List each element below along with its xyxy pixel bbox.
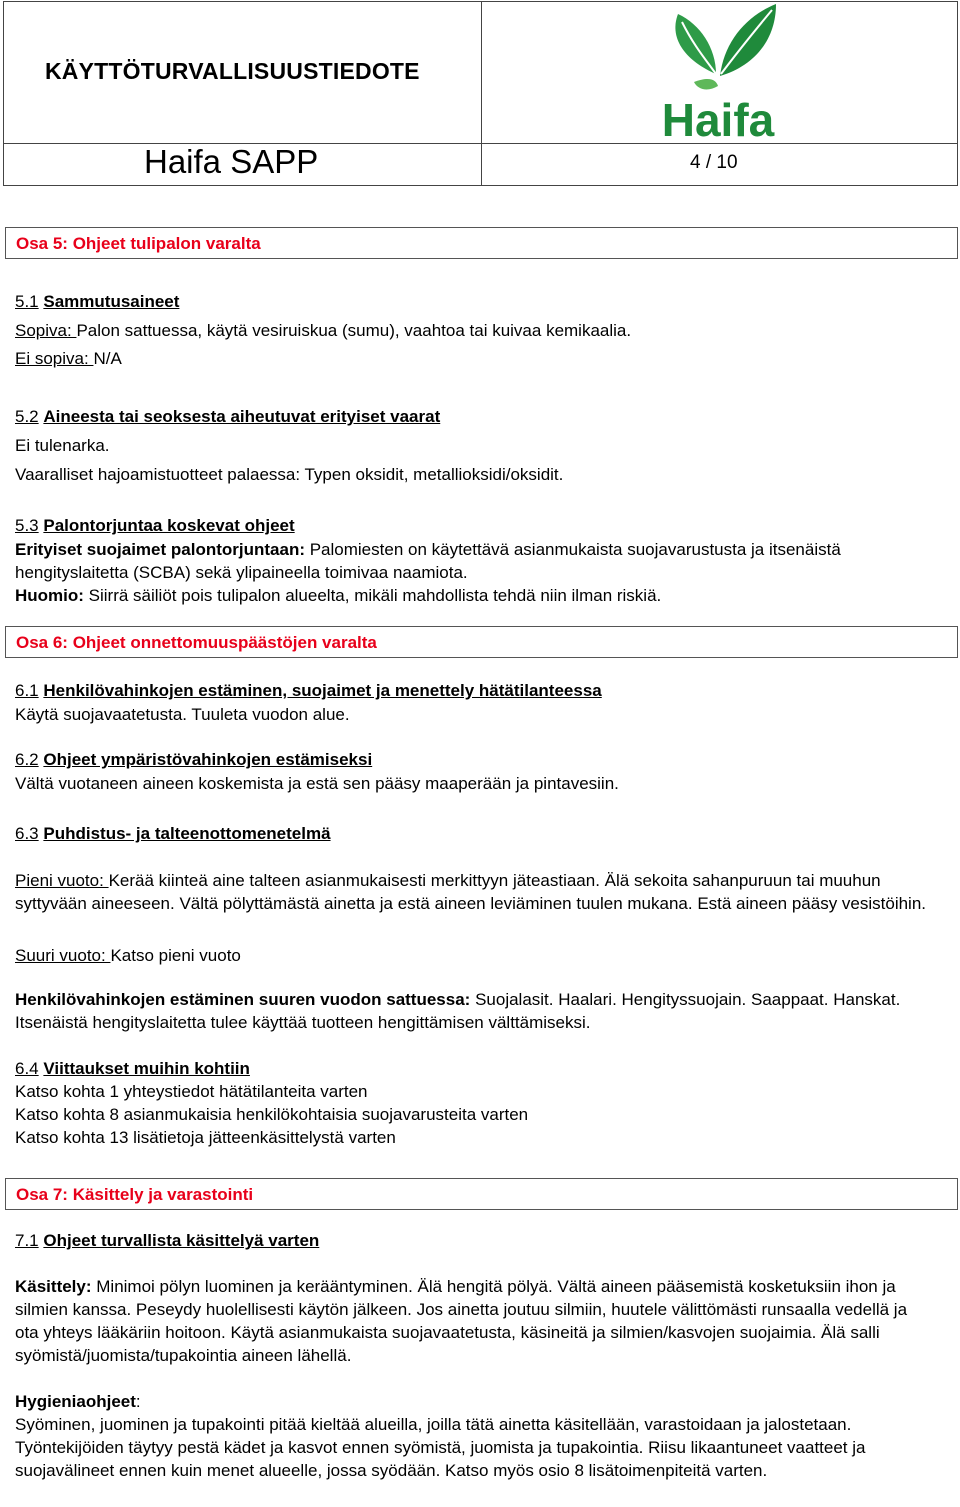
haifa-logo — [658, 2, 778, 140]
hazard-line-1: Ei tulenarka. — [15, 436, 110, 455]
logo-text: Haifa — [661, 94, 775, 140]
subsection-5-1-heading: 5.1 Sammutusaineet — [15, 292, 180, 311]
personal-precautions-text: Käytä suojavaatetusta. Tuuleta vuodon alue. — [15, 705, 350, 724]
subsection-6-4-heading: 6.4 Viittaukset muihin kohtiin — [15, 1059, 250, 1078]
subsection-6-1-heading: 6.1 Henkilövahinkojen estäminen, suojaimet ja menettely hätätilanteessa — [15, 681, 602, 700]
reference-line: Katso kohta 13 lisätietoja jätteenkäsittelystä varten — [15, 1128, 396, 1147]
section-5-title: Osa 5: Ohjeet tulipalon varalta — [16, 234, 261, 253]
document-title: KÄYTTÖTURVALLISUUSTIEDOTE — [45, 58, 420, 84]
hazard-line-2: Vaaralliset hajoamistuotteet palaessa: Typen oksidit, metallioksidi/oksidit. — [15, 465, 564, 484]
section-5-header — [5, 227, 958, 259]
environmental-precautions-text: Vältä vuotaneen aineen koskemista ja estä sen pääsy maaperään ja pintavesiin. — [15, 774, 619, 793]
large-spill-text: Suuri vuoto: Katso pieni vuoto — [15, 946, 241, 965]
hygiene-text: Syöminen, juominen ja tupakointi pitää kieltää alueilla, joilla tätä ainetta käsitellään, varastoidaan ja jalostetaan. Työntekijöiden täytyy pestä kädet ja kasvot ennen syömistä, juomista ja tupakointia. Riisu likaantuneet vaatteet ja suojavälineet ennen kuin menet alueelle, jossa syödään. Katso myös osio 8 lisätoimenpiteitä varten. — [15, 1415, 866, 1480]
small-spill-text: Pieni vuoto: Kerää kiinteä aine talteen asianmukaisesti merkittyyn jäteastiaan. Älä sekoita sahanpuruun tai muuhun syttyvään aineeseen. Vältä pölyttämästä ainetta ja estä aineen leviäminen tuulen mukana. Estä aineen pääsy vesistöihin. — [15, 871, 927, 913]
section-7-title: Osa 7: Käsittely ja varastointi — [16, 1185, 254, 1204]
large-spill-prevention: Henkilövahinkojen estäminen suuren vuodon sattuessa: Suojalasit. Haalari. Hengityssuojain. Saappaat. Hanskat. Itsenäistä hengityslaitetta tulee käyttää tuotteen hengittämisen välttämiseksi. — [15, 990, 901, 1032]
section-7-header — [5, 1178, 958, 1210]
subsection-7-1-heading: 7.1 Ohjeet turvallista käsittelyä varten — [15, 1231, 320, 1250]
handling-text: Käsittely: Minimoi pölyn luominen ja kerääntyminen. Älä hengitä pölyä. Vältä aineen pääsemistä kosketuksiin ihon ja silmien kanssa. Peseydy huolellisesti käytön jälkeen. Jos ainetta joutuu silmiin, huutele välittömästi runsaalla vedellä ja ota yhteys lääkäriin hoitoon. Käytä asianmukaista suojavaatetusta, käsineitä ja silmien/kasvojen suojaimia. Älä salli syömistä/juomista/tupakointia aineen lähellä. — [15, 1277, 908, 1365]
hygiene-label: Hygieniaohjeet: — [15, 1392, 141, 1411]
section-6-title: Osa 6: Ohjeet onnettomuuspäästöjen varalta — [16, 633, 377, 652]
subsection-5-2-heading: 5.2 Aineesta tai seoksesta aiheutuvat erityiset vaarat — [15, 407, 441, 426]
unsuitable-extinguishing-media: Ei sopiva: N/A — [15, 349, 122, 368]
subsection-6-2-heading: 6.2 Ohjeet ympäristövahinkojen estämiseksi — [15, 750, 373, 769]
subsection-6-3-heading: 6.3 Puhdistus- ja talteenottomenetelmä — [15, 824, 331, 843]
reference-line: Katso kohta 8 asianmukaisia henkilökohtaisia suojavarusteita varten — [15, 1105, 529, 1124]
fire-note: Huomio: Siirrä säiliöt pois tulipalon alueelta, mikäli mahdollista tehdä niin ilman riskiä. — [15, 586, 662, 605]
header-divider-vertical — [481, 2, 482, 185]
subsection-5-3-heading: 5.3 Palontorjuntaa koskevat ohjeet — [15, 516, 295, 535]
section-6-header — [5, 626, 958, 658]
suitable-extinguishing-media: Sopiva: Palon sattuessa, käytä vesiruiskua (sumu), vaahtoa tai kuivaa kemikaalia. — [15, 321, 632, 340]
page-number: 4 / 10 — [690, 152, 738, 173]
product-name: Haifa SAPP — [144, 143, 319, 180]
reference-line: Katso kohta 1 yhteystiedot hätätilanteita varten — [15, 1082, 368, 1101]
firefighter-equipment: Erityiset suojaimet palontorjuntaan: Palomiesten on käytettävä asianmukaista suojavarustusta ja itsenäistä hengityslaitetta (SCBA) sekä ylipaineella toimivaa naamiota. — [15, 540, 841, 582]
